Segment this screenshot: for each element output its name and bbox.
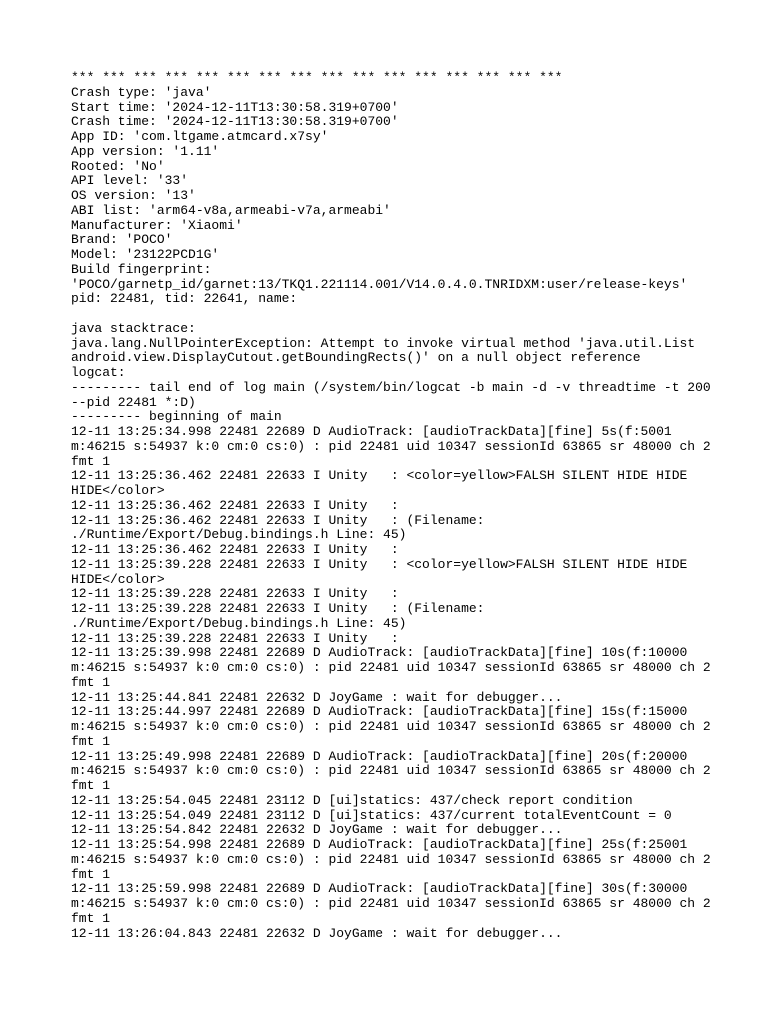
manufacturer-line: Manufacturer: 'Xiaomi' [71,217,243,233]
log-line: 12-11 13:25:36.462 22481 22633 I Unity : (Filename: [71,512,485,528]
log-line: 12-11 13:25:54.998 22481 22689 D AudioTrack: [audioTrackData][fine] 25s(f:25001 [71,837,688,852]
separator-line: *** *** *** *** *** *** *** *** *** *** *** *** *** *** *** *** [71,70,563,85]
log-line: 12-11 13:26:04.843 22481 22632 D JoyGame : wait for debugger... [71,925,563,941]
log-header-line: --------- tail end of log main (/system/bin/logcat -b main -d -v threadtime -t 200 [71,379,711,395]
exception-line: java.lang.NullPointerException: Attempt to invoke virtual method 'java.util.List [71,335,696,351]
log-line: fmt 1 [71,910,111,926]
brand-line: Brand: 'POCO' [71,232,173,248]
log-line: 12-11 13:25:39.998 22481 22689 D AudioTrack: [audioTrackData][fine] 10s(f:10000 [71,645,688,661]
log-line: 12-11 13:25:39.228 22481 22633 I Unity : <color=yellow>FALSH SILENT HIDE HIDE [71,556,688,572]
crash-report-document [71,71,731,941]
log-header-line: --------- beginning of main [71,409,282,425]
log-line: 12-11 13:25:39.228 22481 22633 I Unity : (Filename: [71,601,485,616]
stacktrace-heading: java stacktrace: [71,320,196,336]
log-line: m:46215 s:54937 k:0 cm:0 cs:0) : pid 22481 uid 10347 sessionId 63865 sr 48000 ch 2 [71,438,711,454]
log-line: 12-11 13:25:59.998 22481 22689 D AudioTrack: [audioTrackData][fine] 30s(f:30000 [71,881,688,897]
model-line: Model: '23122PCD1G' [71,247,220,262]
log-line: 12-11 13:25:54.842 22481 22632 D JoyGame : wait for debugger... [71,822,563,838]
log-line: m:46215 s:54937 k:0 cm:0 cs:0) : pid 22481 uid 10347 sessionId 63865 sr 48000 ch 2 [71,896,711,911]
log-line: ./Runtime/Export/Debug.bindings.h Line: 45) [71,527,407,543]
build-fingerprint-label: Build fingerprint: [71,261,212,277]
blank-line [71,307,731,322]
log-header-line: --pid 22481 *:D) [71,394,196,410]
log-line: fmt 1 [71,674,111,690]
log-line: m:46215 s:54937 k:0 cm:0 cs:0) : pid 22481 uid 10347 sessionId 63865 sr 48000 ch 2 [71,719,711,734]
log-line: ./Runtime/Export/Debug.bindings.h Line: 45) [71,615,407,631]
log-line: HIDE</color> [71,483,165,498]
exception-line: android.view.DisplayCutout.getBoundingRects()' on a null object reference [71,350,641,366]
log-line: 12-11 13:25:36.462 22481 22633 I Unity : [71,542,399,557]
log-line: m:46215 s:54937 k:0 cm:0 cs:0) : pid 22481 uid 10347 sessionId 63865 sr 48000 ch 2 [71,851,711,867]
log-line: 12-11 13:25:49.998 22481 22689 D AudioTrack: [audioTrackData][fine] 20s(f:20000 [71,748,688,764]
build-fingerprint-value: 'POCO/garnetp_id/garnet:13/TKQ1.221114.001/V14.0.4.0.TNRIDXM:user/release-keys' [71,276,688,292]
app-version-line: App version: '1.11' [71,143,220,159]
log-line: 12-11 13:25:34.998 22481 22689 D AudioTrack: [audioTrackData][fine] 5s(f:5001 [71,424,672,439]
log-line: 12-11 13:25:36.462 22481 22633 I Unity : <color=yellow>FALSH SILENT HIDE HIDE [71,468,688,484]
log-line: 12-11 13:25:54.049 22481 23112 D [ui]statics: 437/current totalEventCount = 0 [71,807,672,823]
start-time-line: Start time: '2024-12-11T13:30:58.319+0700' [71,99,399,115]
log-line: 12-11 13:25:54.045 22481 23112 D [ui]statics: 437/check report condition [71,792,633,808]
log-line: 12-11 13:25:39.228 22481 22633 I Unity : [71,586,399,602]
log-line: 12-11 13:25:44.997 22481 22689 D AudioTrack: [audioTrackData][fine] 15s(f:15000 [71,704,688,720]
crash-time-line: Crash time: '2024-12-11T13:30:58.319+0700' [71,114,399,130]
log-line: m:46215 s:54937 k:0 cm:0 cs:0) : pid 22481 uid 10347 sessionId 63865 sr 48000 ch 2 [71,660,711,675]
crash-type-line: Crash type: 'java' [71,84,212,100]
pid-line: pid: 22481, tid: 22641, name: [71,291,298,307]
log-line: fmt 1 [71,733,111,749]
api-level-line: API level: '33' [71,173,189,189]
log-line: HIDE</color> [71,571,165,587]
log-line: fmt 1 [71,453,111,469]
log-line: 12-11 13:25:36.462 22481 22633 I Unity : [71,497,399,513]
log-line: 12-11 13:25:39.228 22481 22633 I Unity : [71,630,399,646]
log-line: fmt 1 [71,778,111,793]
rooted-line: Rooted: 'No' [71,158,165,174]
log-line: m:46215 s:54937 k:0 cm:0 cs:0) : pid 22481 uid 10347 sessionId 63865 sr 48000 ch 2 [71,763,711,779]
logcat-heading: logcat: [71,365,126,380]
app-id-line: App ID: 'com.ltgame.atmcard.x7sy' [71,129,329,144]
os-version-line: OS version: '13' [71,188,196,203]
log-line: 12-11 13:25:44.841 22481 22632 D JoyGame : wait for debugger... [71,689,563,705]
log-line: fmt 1 [71,866,111,882]
abi-list-line: ABI list: 'arm64-v8a,armeabi-v7a,armeabi' [71,202,391,218]
